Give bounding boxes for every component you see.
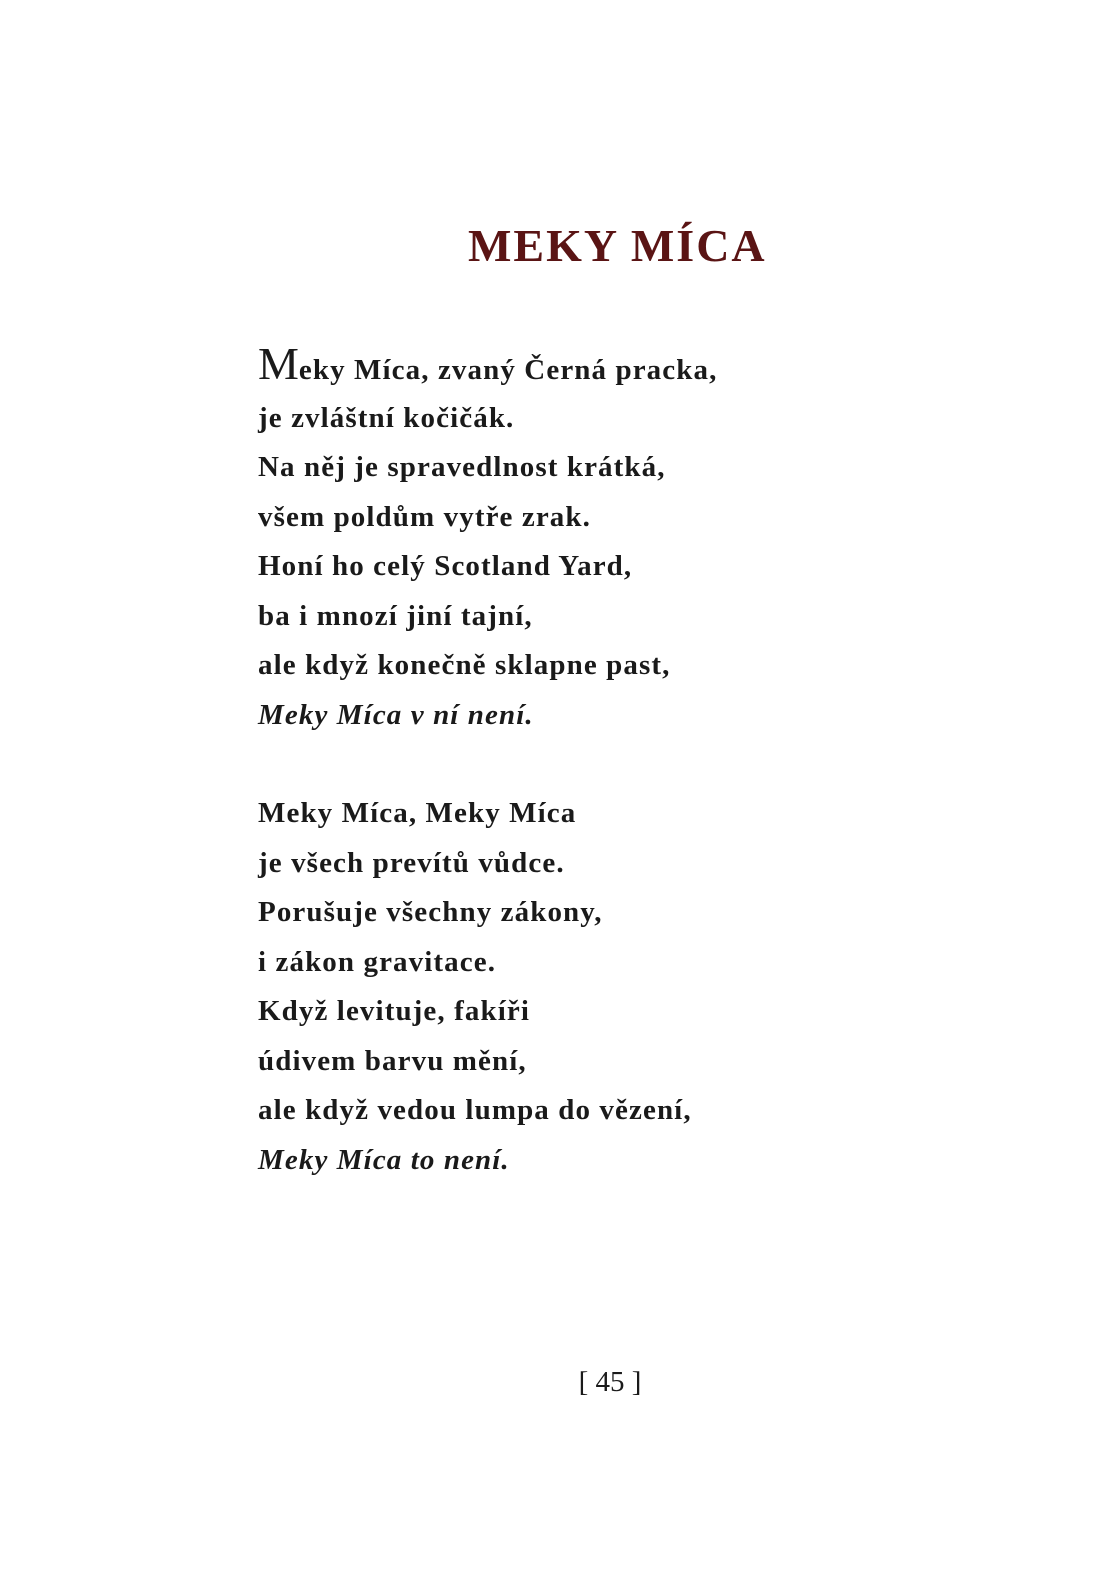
poem-line: ale když vedou lumpa do vězení,	[258, 1094, 692, 1126]
stanza-2	[258, 789, 818, 1185]
poem-line: Honí ho celý Scotland Yard,	[258, 550, 633, 582]
poem-refrain: Meky Míca v ní není.	[258, 698, 534, 731]
stanza-1	[258, 338, 818, 740]
poem-line: i zákon gravitace.	[258, 945, 497, 978]
poem-line: Když levituje, fakíři	[258, 995, 530, 1027]
poem-line: je všech prevítů vůdce.	[258, 846, 565, 879]
drop-cap: M	[258, 338, 299, 389]
poem-refrain: Meky Míca to není.	[258, 1143, 510, 1176]
page-number: [ 45 ]	[578, 1366, 642, 1398]
poem-line: je zvláštní kočičák.	[258, 401, 515, 434]
poem-line-first-rest: eky Míca, zvaný Černá pracka,	[298, 354, 718, 386]
poem-line: Na něj je spravedlnost krátká,	[258, 451, 666, 483]
poem-line: všem poldům vytře zrak.	[258, 500, 591, 533]
poem-title: MEKY MÍCA	[468, 220, 767, 271]
poem-line: údivem barvu mění,	[258, 1044, 527, 1077]
poem-line: Porušuje všechny zákony,	[258, 896, 603, 928]
poem-line-first	[258, 338, 818, 394]
poem-line: ba i mnozí jiní tajní,	[258, 599, 533, 632]
poem-line: Meky Míca, Meky Míca	[258, 797, 577, 829]
poem-line: ale když konečně sklapne past,	[258, 649, 671, 681]
poem-body	[258, 338, 818, 1185]
